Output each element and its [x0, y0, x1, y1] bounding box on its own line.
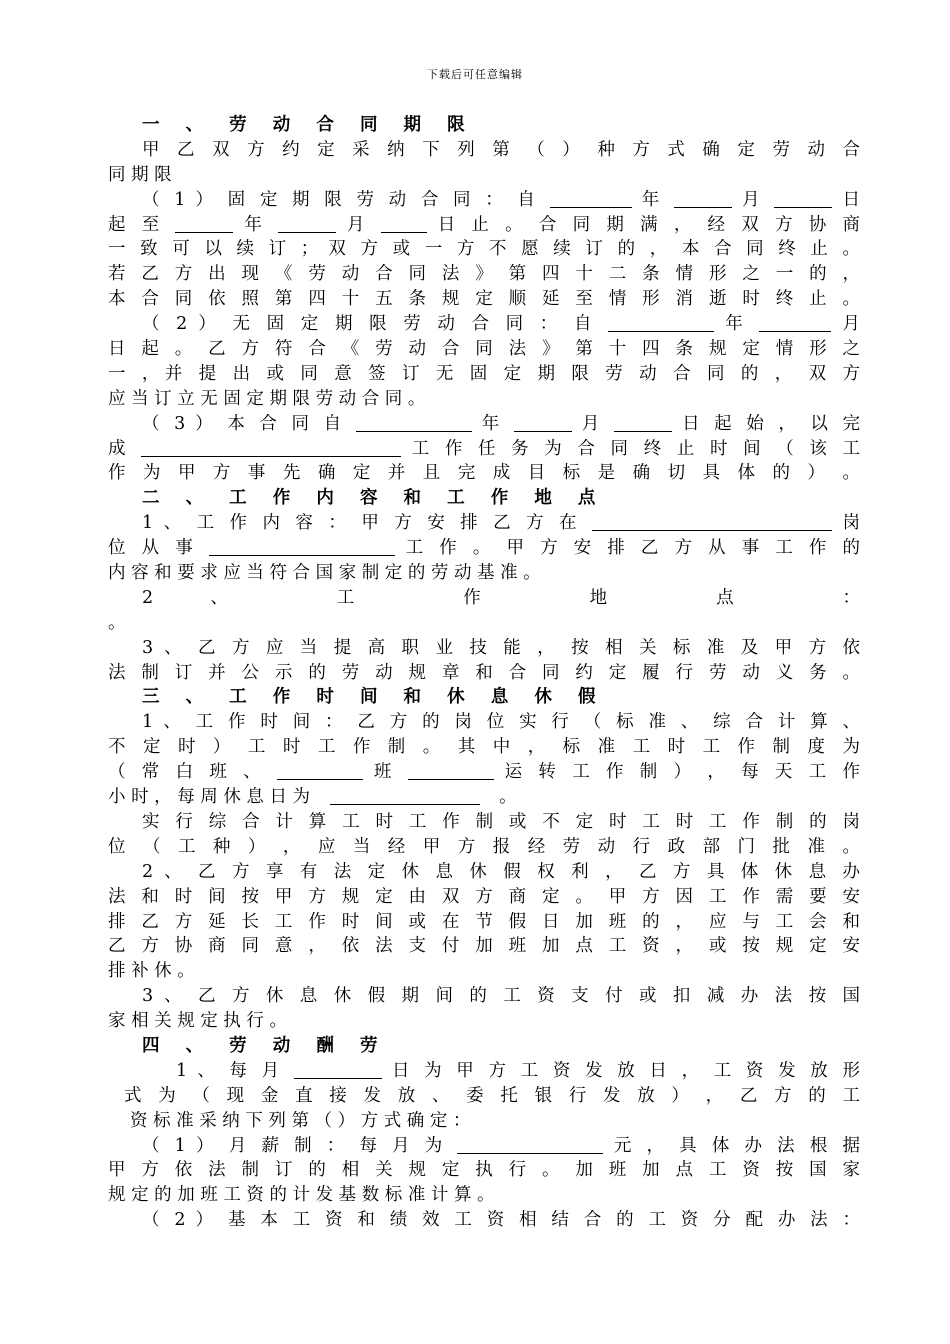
paragraph-line [108, 785, 860, 810]
section-4-title: 四 、 劳 动 酬 劳 [142, 1035, 388, 1056]
line-text: （ 2 ） 无 固 定 期 限 劳 动 合 同 ： 自 [142, 314, 597, 335]
paragraph-line: 本 合 同 依 照 第 四 十 五 条 规 定 顺 延 至 情 形 消 逝 时 终 止 。 [108, 289, 860, 310]
line-text: 岗 [842, 513, 860, 534]
fill-blank[interactable] [514, 413, 572, 432]
line-text: 起 至 [108, 214, 165, 235]
line-text: （ 3 ） 本 合 同 自 [142, 413, 346, 434]
fill-blank[interactable] [209, 537, 395, 556]
paragraph-line [108, 188, 860, 213]
line-text: 年 [244, 214, 268, 235]
fill-blank[interactable] [457, 1135, 603, 1154]
paragraph-line: 2 、 工 作 地 点 ： [142, 587, 860, 608]
fill-blank[interactable] [592, 512, 832, 531]
fill-blank[interactable] [774, 189, 832, 208]
paragraph-line [108, 536, 860, 561]
paragraph-line [108, 437, 860, 462]
paragraph-line: 一 ，并 提 出 或 同 意 签 订 无 固 定 期 限 劳 动 合 同 的 ， 双 方 [108, 363, 860, 384]
paragraph-line [108, 511, 860, 536]
line-text: （ 1 ） 月 薪 制 ： 每 月 为 [142, 1135, 448, 1156]
paragraph-line: 法 和 时 间 按 甲 方 规 定 由 双 方 商 定 。 甲 方 因 工 作 需 要 安 [108, 886, 860, 907]
line-text: 年 [725, 314, 749, 335]
paragraph-line: 同 期 限 [108, 164, 172, 185]
line-text: 1 、 工 作 内 容 ： 甲 方 安 排 乙 方 在 [142, 513, 582, 534]
line-text: （ 1 ） 固 定 期 限 劳 动 合 同 ： 自 [142, 189, 540, 210]
fill-blank[interactable] [356, 413, 472, 432]
line-text: 工 作 。 甲 方 安 排 乙 方 从 事 工 作 的 [405, 538, 860, 559]
paragraph-line: 一 致 可 以 续 订 ； 双 方 或 一 方 不 愿 续 订 的 ， 本 合 同 终 止 。 [108, 239, 860, 260]
line-text: 小 时 ， 每 周 休 息 日 为 [108, 787, 311, 808]
fill-blank[interactable] [408, 761, 494, 780]
paragraph-line: 内 容 和 要 求 应 当 符 合 国 家 制 定 的 劳 动 基 准 。 [108, 563, 541, 584]
paragraph-line [108, 412, 860, 437]
paragraph-line: 甲 方 依 法 制 订 的 相 关 规 定 执 行 。 加 班 加 点 工 资 按 国 家 [108, 1160, 860, 1181]
line-text: 日 止 。 合 同 期 满 ， 经 双 方 协 商 [437, 214, 860, 235]
paragraph-line: 2 、 乙 方 享 有 法 定 休 息 休 假 权 利 ， 乙 方 具 体 休 息 办 [142, 861, 860, 882]
line-text: 班 [373, 762, 397, 783]
fill-blank[interactable] [175, 214, 233, 233]
paragraph-line: 乙 方 协 商 同 意 ， 依 法 支 付 加 班 加 点 工 资 ， 或 按 规 定 安 [108, 936, 860, 957]
paragraph-line: 作 为 甲 方 事 先 确 定 并 且 完 成 目 标 是 确 切 具 体 的 ） 。 [108, 463, 860, 484]
fill-blank[interactable] [550, 189, 632, 208]
line-text: 日 为 甲 方 工 资 发 放 日 ， 工 资 发 放 形 [391, 1060, 860, 1081]
fill-blank[interactable] [278, 214, 336, 233]
paragraph-line: 家 相 关 规 定 执 行 。 [108, 1011, 287, 1032]
fill-blank[interactable] [277, 761, 363, 780]
paragraph-line [108, 760, 860, 785]
line-text: 运 转 工 作 制 ） ， 每 天 工 作 [504, 762, 860, 783]
paragraph-line: 位 （ 工 种 ） ， 应 当 经 甲 方 报 经 劳 动 行 政 部 门 批 准 。 [108, 836, 860, 857]
line-text: 月 [742, 189, 765, 210]
paragraph-line: 日 起 。 乙 方 符 合 《 劳 动 合 同 法 》 第 十 四 条 规 定 情 形 之 [108, 339, 860, 360]
paragraph-line: 应 当 订 立 无 固 定 期 限 劳 动 合 同 。 [108, 388, 426, 409]
fill-blank[interactable] [759, 313, 831, 332]
fill-blank[interactable] [381, 214, 427, 233]
section-1-title: 一 、 劳 动 合 同 期 限 [142, 115, 475, 135]
fill-blank[interactable] [614, 413, 672, 432]
paragraph-line: 不 定 时 ） 工 时 工 作 制 。 其 中 ， 标 准 工 时 工 作 制 度 为 [108, 737, 860, 758]
paragraph-line: 3 、 乙 方 应 当 提 高 职 业 技 能 ， 按 相 关 标 准 及 甲 方 依 [142, 637, 860, 658]
page-header: 下载后可任意编辑 [427, 68, 523, 81]
paragraph-line: 排 乙 方 延 长 工 作 时 间 或 在 节 假 日 加 班 的 ， 应 与 工 会 和 [108, 911, 860, 932]
section-3-title: 三 、 工 作 时 间 和 休 息 休 假 [142, 687, 606, 708]
paragraph-line: 法 制 订 并 公 示 的 劳 动 规 章 和 合 同 约 定 履 行 劳 动 义 务 。 [108, 662, 860, 683]
paragraph-line [108, 1134, 860, 1159]
paragraph-line: 规 定 的 加 班 工 资 的 计 发 基 数 标 准 计 算 。 [108, 1185, 495, 1206]
line-text: 位 从 事 [108, 538, 198, 559]
paragraph-line [108, 312, 860, 337]
line-text: 月 [581, 413, 604, 434]
line-text: （ 常 白 班 、 [108, 762, 267, 783]
paragraph-line: 实 行 综 合 计 算 工 时 工 作 制 或 不 定 时 工 时 工 作 制 的 岗 [142, 811, 860, 832]
line-text: 月 [842, 314, 860, 335]
line-text: 元 ， 具 体 办 法 根 据 [613, 1135, 860, 1156]
fill-blank[interactable] [294, 1060, 382, 1079]
fill-blank[interactable] [330, 786, 480, 805]
paragraph-line: 1 、 工 作 时 间 ： 乙 方 的 岗 位 实 行 （ 标 准 、 综 合 计 算 、 [142, 712, 860, 733]
paragraph-line: 若 乙 方 出 现 《 劳 动 合 同 法 》 第 四 十 二 条 情 形 之 一 的 ， [108, 264, 860, 285]
paragraph-line: 3 、 乙 方 休 息 休 假 期 间 的 工 资 支 付 或 扣 减 办 法 按 国 [142, 986, 860, 1007]
paragraph-line [108, 213, 860, 238]
line-text: 成 [108, 438, 131, 459]
paragraph-line: 。 [108, 612, 126, 633]
paragraph-line: （ 2 ） 基 本 工 资 和 绩 效 工 资 相 结 合 的 工 资 分 配 办 法 ： [142, 1210, 860, 1231]
line-text: 工 作 任 务 为 合 同 终 止 时 间 （ 该 工 [411, 438, 860, 459]
fill-blank[interactable] [674, 189, 732, 208]
line-text: 年 [481, 413, 504, 434]
section-2-title: 二 、 工 作 内 容 和 工 作 地 点 [142, 488, 606, 509]
line-text: 日 起 始 ， 以 完 [682, 413, 860, 434]
line-text: 月 [347, 214, 370, 235]
line-text: 1 、 每 月 [176, 1060, 284, 1081]
line-text: 日 [842, 189, 860, 210]
paragraph-line: 甲 乙 双 方 约 定 采 纳 下 列 第 （ ） 种 方 式 确 定 劳 动 合 [142, 139, 860, 160]
line-text: 。 [499, 787, 517, 808]
paragraph-line: 式 为 （ 现 金 直 接 发 放 、 委 托 银 行 发 放 ） ， 乙 方 的 工 [124, 1085, 860, 1106]
paragraph-line [108, 1059, 860, 1084]
fill-blank[interactable] [608, 313, 714, 332]
paragraph-line: 排 补 休 。 [108, 961, 195, 982]
paragraph-line: 资 标 准 采 纳 下 列 第 （ ） 方 式 确 定 ： [130, 1110, 471, 1131]
fill-blank[interactable] [141, 438, 401, 457]
line-text: 年 [641, 189, 664, 210]
contract-body [108, 113, 860, 1233]
